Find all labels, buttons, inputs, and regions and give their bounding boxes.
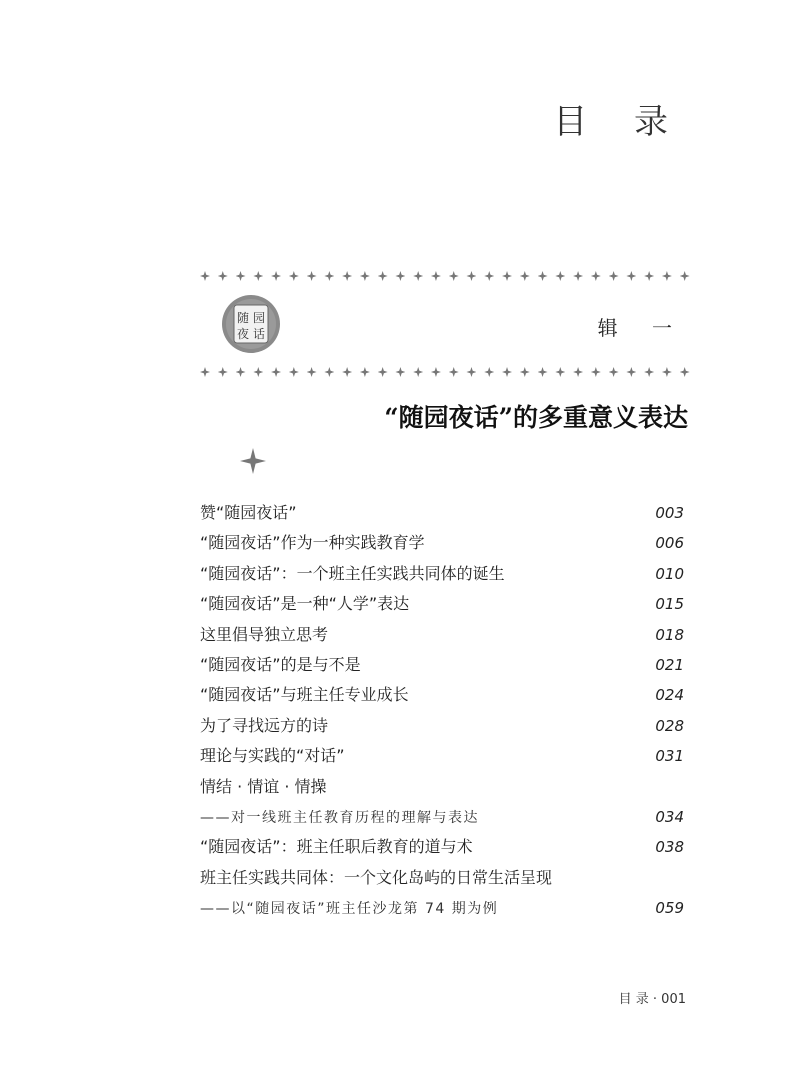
small-star-icon [324,367,334,377]
toc-entry-title: “随园夜话”与班主任专业成长 [200,685,409,705]
small-star-icon [644,367,654,377]
small-star-icon [484,367,494,377]
small-star-icon [289,271,299,281]
toc-entry-page: 006 [655,534,684,553]
small-star-icon [395,271,405,281]
small-star-icon [680,367,690,377]
small-star-icon [502,271,512,281]
small-star-icon [200,367,210,377]
decorative-star-border-bottom [200,364,690,380]
toc-entry-title: “随园夜话”作为一种实践教育学 [200,533,425,553]
small-star-icon [466,367,476,377]
small-star-icon [395,367,405,377]
small-star-icon [200,271,210,281]
toc-entry [200,863,684,893]
small-star-icon [449,367,459,377]
toc-entry-title: 班主任实践共同体：一个文化岛屿的日常生活呈现 [200,867,553,887]
small-star-icon [591,367,601,377]
page-footer: 目 录 · 001 [618,992,686,1007]
small-star-icon [218,367,228,377]
small-star-icon [324,271,334,281]
toc-entry [200,680,684,710]
small-star-icon [626,367,636,377]
small-star-icon [538,367,548,377]
small-star-icon [573,367,583,377]
toc-entry [200,650,684,680]
toc-entry [200,711,684,741]
toc-entry-page: 031 [655,747,684,766]
decorative-star-border-top [200,268,690,284]
toc-entry [200,802,684,832]
toc-entry [200,559,684,589]
small-star-icon [253,367,263,377]
small-star-icon [662,367,672,377]
small-star-icon [236,367,246,377]
small-star-icon [236,271,246,281]
toc-entry-page: 024 [655,686,684,705]
toc-entry-subtitle: ——以“随园夜话”班主任沙龙第 74 期为例 [200,901,499,918]
toc-entry [200,893,684,923]
small-star-icon [573,271,583,281]
toc-entry-page: 018 [655,625,684,644]
small-star-icon [662,271,672,281]
toc-entry-title: “随园夜话”：班主任职后教育的道与术 [200,837,473,857]
toc-entry-page: 034 [655,807,684,826]
toc-entry-subtitle: ——对一线班主任教育历程的理解与表达 [200,809,479,826]
page-title: 目 录 [553,102,686,142]
toc-entry [200,832,684,862]
section-title: “随园夜话”的多重意义表达 [384,403,688,432]
toc-entry-page: 038 [655,838,684,857]
toc-entry-title: 这里倡导独立思考 [200,624,329,644]
small-star-icon [520,367,530,377]
toc-entry-page: 003 [655,504,684,522]
logo-char: 园 [252,311,266,325]
suiyuan-yehua-logo [221,294,281,354]
logo-char: 随 [236,311,250,325]
small-star-icon [466,271,476,281]
small-star-icon [502,367,512,377]
toc-entry [200,741,684,771]
small-star-icon [360,271,370,281]
small-star-icon [342,271,352,281]
small-star-icon [378,271,388,281]
small-star-icon [218,271,228,281]
toc-entry-title: “随园夜话”：一个班主任实践共同体的诞生 [200,563,505,583]
table-of-contents [200,498,684,923]
toc-entry-title: 理论与实践的“对话” [200,746,345,766]
small-star-icon [538,271,548,281]
small-star-icon [307,271,317,281]
small-star-icon [378,367,388,377]
small-star-icon [644,271,654,281]
small-star-icon [484,271,494,281]
toc-entry [200,589,684,619]
toc-entry-title: 情结 · 情谊 · 情操 [200,776,327,796]
small-star-icon [413,271,423,281]
small-star-icon [431,367,441,377]
small-star-icon [626,271,636,281]
toc-entry-title: “随园夜话”的是与不是 [200,654,361,674]
small-star-icon [520,271,530,281]
toc-entry-page: 015 [655,595,684,614]
toc-entry-page: 021 [655,655,684,674]
logo-char: 话 [252,327,266,341]
four-point-star-icon [240,448,266,474]
small-star-icon [271,271,281,281]
small-star-icon [413,367,423,377]
toc-entry-title: 为了寻找远方的诗 [200,715,329,735]
toc-entry-title: 赞“随园夜话” [200,503,297,522]
small-star-icon [431,271,441,281]
toc-entry [200,528,684,558]
small-star-icon [609,367,619,377]
toc-entry-page: 059 [655,899,684,918]
small-star-icon [555,271,565,281]
toc-entry [200,620,684,650]
small-star-icon [360,367,370,377]
small-star-icon [609,271,619,281]
section-label: 辑 一 [597,316,686,340]
small-star-icon [680,271,690,281]
small-star-icon [271,367,281,377]
small-star-icon [253,271,263,281]
toc-entry [200,498,684,528]
toc-entry-page: 010 [655,564,684,583]
toc-entry-page: 028 [655,716,684,735]
small-star-icon [449,271,459,281]
small-star-icon [342,367,352,377]
logo-char: 夜 [236,327,250,341]
small-star-icon [555,367,565,377]
small-star-icon [307,367,317,377]
small-star-icon [289,367,299,377]
small-star-icon [591,271,601,281]
toc-entry [200,772,684,802]
toc-entry-title: “随园夜话”是一种“人学”表达 [200,594,410,614]
